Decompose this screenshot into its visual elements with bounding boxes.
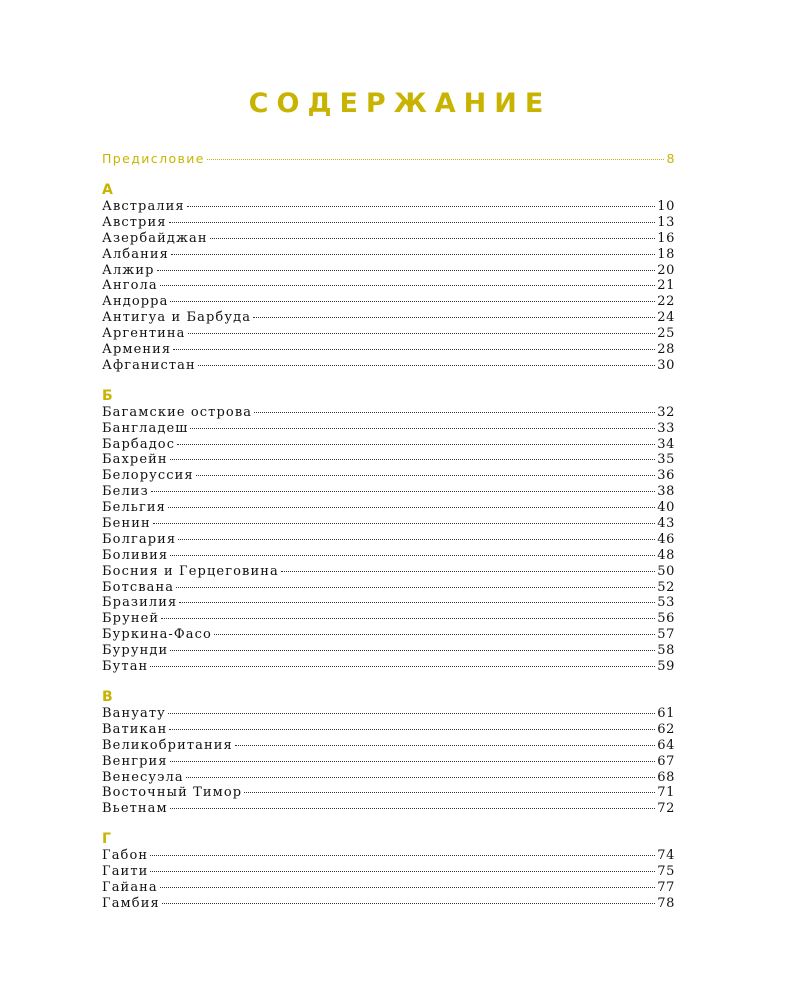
dot-leader	[214, 624, 655, 635]
entry-name: Вануату	[102, 705, 166, 721]
preface-label: Предисловие	[102, 151, 205, 166]
dot-leader	[198, 355, 655, 366]
entry-name: Гаити	[102, 864, 149, 880]
entry-page-number: 64	[657, 737, 675, 753]
dot-leader	[168, 497, 655, 508]
entry-name: Афганистан	[102, 357, 196, 373]
entry-page-number: 50	[657, 563, 675, 579]
entry-name: Бенин	[102, 516, 151, 532]
dot-leader	[161, 608, 655, 619]
entry-name: Бурунди	[102, 643, 169, 659]
entry-page-number: 74	[657, 848, 675, 864]
entry-name: Габон	[102, 848, 149, 864]
toc-sections	[102, 182, 675, 912]
preface-page: 8	[666, 151, 675, 166]
entry-name: Босния и Герцеговина	[102, 563, 279, 579]
entry-name: Багамские острова	[102, 404, 253, 420]
entry-name: Бангладеш	[102, 420, 189, 436]
entry-page-number: 10	[657, 199, 675, 214]
entry-page-number: 59	[657, 659, 675, 675]
entry-page-number: 78	[657, 895, 675, 911]
page-title: СОДЕРЖАНИЕ	[248, 88, 552, 119]
entry-page-number: 68	[657, 769, 675, 785]
entry-name: Белиз	[102, 484, 149, 500]
entry-page-number: 32	[657, 404, 675, 420]
dot-leader	[150, 845, 655, 856]
dot-leader	[235, 735, 655, 746]
entry-name: Андорра	[102, 294, 169, 310]
dot-leader	[151, 481, 655, 492]
entry-name: Азербайджан	[102, 230, 208, 246]
dot-leader	[150, 861, 655, 872]
dot-leader	[153, 513, 656, 524]
entry-page-number: 20	[657, 262, 675, 278]
section-letter: В	[102, 688, 113, 705]
toc-section	[102, 182, 675, 374]
dot-leader	[254, 402, 655, 413]
dot-leader	[176, 577, 655, 588]
entry-page-number: 34	[657, 436, 675, 452]
entry-name: Антигуа и Барбуда	[102, 310, 252, 326]
toc-section	[102, 689, 675, 817]
toc-preface-row[interactable]	[102, 150, 675, 168]
entry-name: Бельгия	[102, 500, 166, 516]
entry-page-number: 18	[657, 246, 675, 262]
dot-leader	[170, 751, 656, 762]
entry-name: Гайана	[102, 879, 158, 895]
entry-page-number: 35	[657, 452, 675, 468]
entry-page-number: 24	[657, 310, 675, 326]
entry-page-number: 67	[657, 753, 675, 769]
dot-leader	[281, 561, 655, 572]
dot-leader	[170, 640, 655, 651]
dot-leader	[169, 212, 656, 223]
entry-name: Венесуэла	[102, 769, 184, 785]
entry-page-number: 71	[657, 785, 675, 801]
entry-page-number: 57	[657, 627, 675, 643]
entry-page-number: 13	[657, 214, 675, 230]
entry-name: Ангола	[102, 278, 158, 294]
entry-name: Бруней	[102, 611, 160, 627]
entry-page-number: 61	[657, 705, 675, 721]
entry-page-number: 43	[657, 516, 675, 532]
entry-page-number: 38	[657, 484, 675, 500]
table-of-contents	[102, 150, 675, 912]
dot-leader	[162, 893, 655, 904]
entry-name: Венгрия	[102, 753, 168, 769]
section-letter: Г	[102, 831, 111, 848]
entry-page-number: 53	[657, 595, 675, 611]
dot-leader	[188, 323, 656, 334]
entry-page-number: 16	[657, 230, 675, 246]
entry-name: Вьетнам	[102, 801, 168, 817]
entry-page-number: 46	[657, 531, 675, 547]
dot-leader	[210, 228, 656, 239]
entry-page-number: 21	[657, 278, 675, 294]
entry-page-number: 25	[657, 326, 675, 342]
dot-leader	[171, 244, 655, 255]
entry-page-number: 40	[657, 500, 675, 516]
entry-name: Восточный Тимор	[102, 785, 243, 801]
entry-name: Гамбия	[102, 895, 160, 911]
dot-leader	[207, 149, 665, 160]
toc-entry[interactable]	[102, 896, 675, 912]
dot-leader	[178, 529, 655, 540]
entry-page-number: 56	[657, 611, 675, 627]
dot-leader	[179, 592, 655, 603]
dot-leader	[190, 418, 655, 429]
toc-entry[interactable]	[102, 801, 675, 817]
dot-leader	[170, 449, 656, 460]
dot-leader	[186, 767, 656, 778]
entry-name: Бутан	[102, 659, 149, 675]
dot-leader	[170, 545, 655, 556]
entry-name: Белоруссия	[102, 468, 194, 484]
entry-name: Болгария	[102, 531, 177, 547]
entry-name: Ватикан	[102, 721, 168, 737]
entry-name: Ботсвана	[102, 579, 175, 595]
entry-name: Австрия	[102, 214, 167, 230]
toc-section	[102, 388, 675, 675]
entry-page-number: 77	[657, 879, 675, 895]
dot-leader	[150, 656, 655, 667]
dot-leader	[168, 703, 655, 714]
dot-leader	[244, 782, 655, 793]
entry-page-number: 52	[657, 579, 675, 595]
entry-name: Австралия	[102, 199, 185, 214]
dot-leader	[169, 719, 655, 730]
entry-page-number: 22	[657, 294, 675, 310]
dot-leader	[157, 260, 656, 271]
section-letter: А	[102, 182, 113, 198]
entry-name: Алжир	[102, 262, 155, 278]
dot-leader	[170, 798, 656, 809]
entry-name: Албания	[102, 246, 169, 262]
entry-page-number: 36	[657, 468, 675, 484]
entry-name: Боливия	[102, 547, 169, 563]
entry-page-number: 30	[657, 357, 675, 373]
entry-page-number: 72	[657, 801, 675, 817]
entry-page-number: 48	[657, 547, 675, 563]
dot-leader	[187, 196, 656, 207]
entry-name: Армения	[102, 342, 172, 358]
dot-leader	[160, 877, 655, 888]
toc-section	[102, 831, 675, 912]
dot-leader	[196, 465, 656, 476]
entry-name: Бахрейн	[102, 452, 168, 468]
dot-leader	[253, 307, 655, 318]
section-letter: Б	[102, 387, 113, 404]
entry-page-number: 75	[657, 864, 675, 880]
toc-entry[interactable]	[102, 659, 675, 675]
entry-page-number: 58	[657, 643, 675, 659]
dot-leader	[160, 275, 655, 286]
entry-name: Великобритания	[102, 737, 233, 753]
dot-leader	[177, 434, 655, 445]
entry-page-number: 28	[657, 342, 675, 358]
toc-entry[interactable]	[102, 358, 675, 374]
entry-name: Бразилия	[102, 595, 178, 611]
entry-page-number: 62	[657, 721, 675, 737]
dot-leader	[170, 291, 655, 302]
entry-name: Аргентина	[102, 326, 186, 342]
entry-name: Барбадос	[102, 436, 176, 452]
entry-page-number: 33	[657, 420, 675, 436]
entry-name: Буркина-Фасо	[102, 627, 212, 643]
dot-leader	[173, 339, 655, 350]
